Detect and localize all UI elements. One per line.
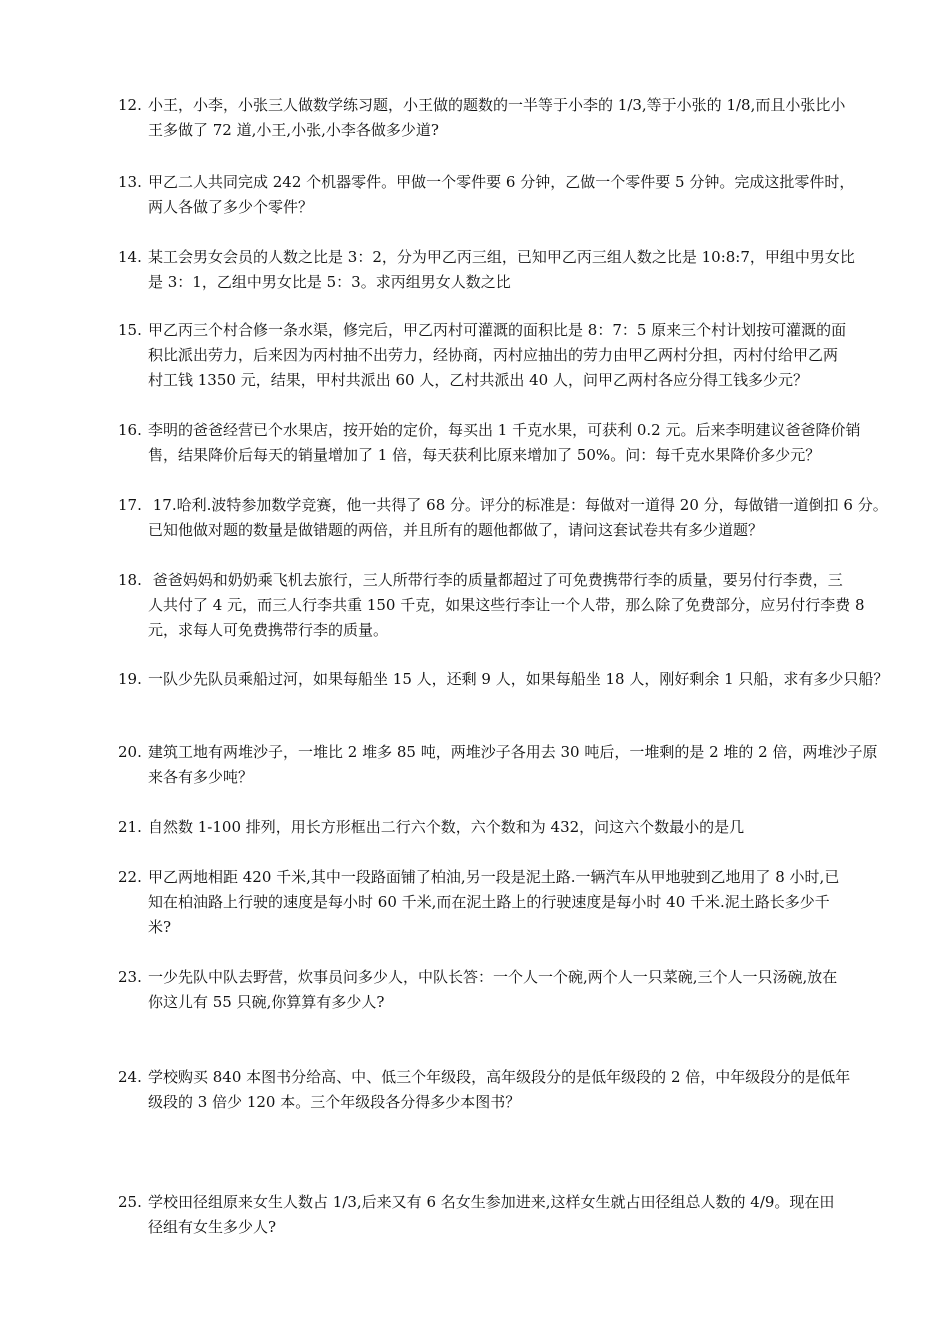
- question-number: 20.: [118, 743, 142, 761]
- question-number: 17.: [118, 496, 142, 514]
- question-14: [118, 245, 913, 295]
- question-12: [118, 93, 913, 143]
- question-23: [118, 965, 913, 1015]
- question-22: [118, 865, 913, 940]
- question-text-line: 人共付了 4 元，而三人行李共重 150 千克，如果这些行李让一个人带，那么除了免费部分，应另付行李费 8: [148, 596, 865, 614]
- question-text-line: 甲乙二人共同完成 242 个机器零件。甲做一个零件要 6 分钟，乙做一个零件要 5 分钟。完成这批零件时，: [148, 173, 855, 191]
- question-text-line: 学校田径组原来女生人数占 1/3,后来又有 6 名女生参加进来,这样女生就占田径组总人数的 4/9。现在田: [148, 1193, 835, 1211]
- question-number: 25.: [118, 1193, 142, 1211]
- question-text-line: 径组有女生多少人?: [148, 1218, 277, 1236]
- question-text-line: 王多做了 72 道,小王,小张,小李各做多少道?: [148, 121, 439, 139]
- question-text-line: 村工钱 1350 元，结果，甲村共派出 60 人，乙村共派出 40 人，问甲乙两村各应分得工钱多少元？: [148, 371, 808, 389]
- question-number: 18.: [118, 571, 142, 589]
- question-number: 12.: [118, 96, 142, 114]
- question-text-line: 小王，小李，小张三人做数学练习题，小王做的题数的一半等于小李的 1/3,等于小张的 1/8,而且小张比小: [148, 96, 846, 114]
- question-text-line: 元，求每人可免费携带行李的质量。: [148, 621, 389, 639]
- question-16: [118, 418, 913, 468]
- question-25: [118, 1190, 913, 1240]
- question-number: 19.: [118, 670, 142, 688]
- question-17: [118, 493, 913, 543]
- question-text-line: 爸爸妈妈和奶奶乘飞机去旅行，三人所带行李的质量都超过了可免费携带行李的质量，要另付行李费，三: [148, 571, 843, 589]
- question-text-line: 已知他做对题的数量是做错题的两倍，并且所有的题他都做了，请问这套试卷共有多少道题？: [148, 521, 764, 539]
- question-text-line: 自然数 1-100 排列，用长方形框出二行六个数，六个数和为 432，问这六个数最小的是几: [148, 818, 745, 836]
- question-text-line: 是 3：1，乙组中男女比是 5：3。求丙组男女人数之比: [148, 273, 511, 291]
- question-text-line: 李明的爸爸经营已个水果店，按开始的定价，每买出 1 千克水果，可获利 0.2 元。后来李明建议爸爸降价销: [148, 421, 861, 439]
- question-text-line: 积比派出劳力，后来因为丙村抽不出劳力，经协商，丙村应抽出的劳力由甲乙两村分担，丙村付给甲乙两: [148, 346, 839, 364]
- question-13: [118, 170, 913, 220]
- question-15: [118, 318, 913, 393]
- question-text-line: 你这儿有 55 只碗,你算算有多少人?: [148, 993, 385, 1011]
- question-text-line: 甲乙两地相距 420 千米,其中一段路面铺了柏油,另一段是泥土路.一辆汽车从甲地驶到乙地用了 8 小时,已: [148, 868, 840, 886]
- question-number: 23.: [118, 968, 142, 986]
- question-18: [118, 568, 913, 643]
- question-text-line: 学校购买 840 本图书分给高、中、低三个年级段，高年级段分的是低年级段的 2 倍，中年级段分的是低年: [148, 1068, 851, 1086]
- question-number: 22.: [118, 868, 142, 886]
- question-24: [118, 1065, 913, 1115]
- question-number: 16.: [118, 421, 142, 439]
- question-text-line: 建筑工地有两堆沙子，一堆比 2 堆多 85 吨，两堆沙子各用去 30 吨后，一堆剩的是 2 堆的 2 倍，两堆沙子原: [148, 743, 878, 761]
- question-text-line: 一队少先队员乘船过河，如果每船坐 15 人，还剩 9 人，如果每船坐 18 人，刚好剩余 1 只船，求有多少只船？: [148, 670, 889, 688]
- question-text-line: 两人各做了多少个零件？: [148, 198, 314, 216]
- question-text-line: 来各有多少吨？: [148, 768, 254, 786]
- question-text-line: 售，结果降价后每天的销量增加了 1 倍，每天获利比原来增加了 50%。问：每千克水果降价多少元？: [148, 446, 821, 464]
- question-number: 21.: [118, 818, 142, 836]
- question-20: [118, 740, 913, 790]
- question-text-line: 知在柏油路上行驶的速度是每小时 60 千米,而在泥土路上的行驶速度是每小时 40 千米.泥土路长多少千: [148, 893, 830, 911]
- question-number: 13.: [118, 173, 142, 191]
- question-number: 15.: [118, 321, 142, 339]
- question-text-line: 米?: [148, 918, 172, 936]
- question-number: 14.: [118, 248, 142, 266]
- question-text-line: 某工会男女会员的人数之比是 3：2，分为甲乙丙三组，已知甲乙丙三组人数之比是 10:8:7，甲组中男女比: [148, 248, 855, 266]
- question-text-line: 17.哈利.波特参加数学竞赛，他一共得了 68 分。评分的标准是：每做对一道得 20 分，每做错一道倒扣 6 分。: [148, 496, 888, 514]
- question-text-line: 一少先队中队去野营，炊事员问多少人，中队长答：一个人一个碗,两个人一只菜碗,三个人一只汤碗,放在: [148, 968, 838, 986]
- question-text-line: 甲乙丙三个村合修一条水渠，修完后，甲乙丙村可灌溉的面积比是 8：7：5 原来三个村计划按可灌溉的面: [148, 321, 847, 339]
- question-number: 24.: [118, 1068, 142, 1086]
- question-21: [118, 815, 913, 840]
- question-19: [118, 667, 913, 692]
- question-text-line: 级段的 3 倍少 120 本。三个年级段各分得多少本图书？: [148, 1093, 521, 1111]
